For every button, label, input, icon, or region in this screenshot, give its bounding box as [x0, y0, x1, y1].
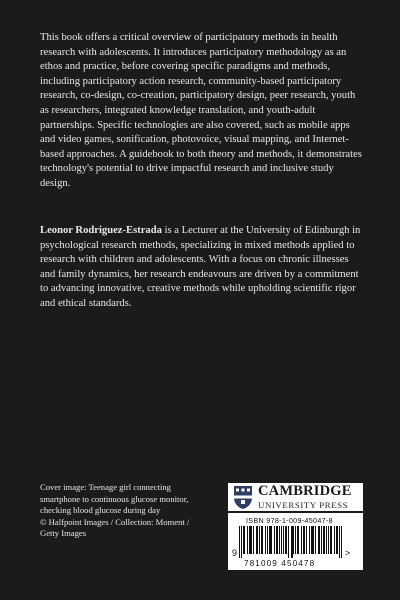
- barcode-bar: [256, 526, 257, 554]
- barcode-bar: [239, 526, 240, 558]
- barcode-bar: [250, 526, 251, 554]
- credit-line: smartphone to continuous glucose monitor,: [40, 493, 189, 504]
- barcode-bar: [279, 526, 280, 554]
- barcode-bar: [301, 526, 302, 554]
- barcode-bar: [243, 526, 244, 554]
- barcode-bar: [249, 526, 250, 554]
- barcode-bar: [337, 526, 338, 554]
- barcode-bar: [241, 526, 242, 558]
- barcode-bar: [244, 526, 245, 554]
- barcode-bar: [247, 526, 248, 554]
- cover-image-credit: [40, 482, 220, 540]
- barcode-bar: [297, 526, 298, 554]
- barcode-bar: [323, 526, 324, 554]
- barcode-bar: [334, 526, 335, 554]
- credit-line: © Halfpoint Images / Collection: Moment /: [40, 516, 190, 527]
- barcode-bar: [330, 526, 331, 554]
- barcode-bar: [270, 526, 271, 554]
- barcode-bar: [251, 526, 252, 554]
- barcode-bar: [262, 526, 263, 554]
- barcode-bars: [239, 526, 343, 558]
- barcode-bar: [318, 526, 319, 554]
- publisher-name: CAMBRIDGE: [258, 483, 352, 500]
- barcode-bar: [259, 526, 260, 554]
- barcode-bar: [261, 526, 262, 554]
- author-name: Leonor Rodriguez-Estrada: [40, 225, 162, 236]
- barcode-bar: [285, 526, 286, 554]
- barcode-bar: [293, 526, 294, 554]
- barcode-bar: [267, 526, 268, 554]
- author-bio-text: is a Lecturer at the University of Edinburgh in psychological research methods, specializing in mixed methods applied to research with children and adolescents. With a focus on chronic illnesses and family dynamics, her research endeavours are driven by a commitment to advancing innovative, creative methods while upholding scientific rigor and ethical standards.: [40, 225, 361, 309]
- isbn-label: ISBN 978-1-009-45047-8: [246, 516, 333, 525]
- barcode-bar: [303, 526, 304, 554]
- publisher-logo: [228, 483, 363, 511]
- barcode-bar: [271, 526, 272, 554]
- barcode-bar: [306, 526, 307, 554]
- barcode-bar: [265, 526, 266, 554]
- barcode-bar: [331, 526, 332, 554]
- barcode-bar: [286, 526, 287, 554]
- barcode-bar: [339, 526, 340, 558]
- barcode-bar: [311, 526, 312, 554]
- barcode-addon-mark: >: [345, 548, 351, 558]
- barcode-bar: [328, 526, 329, 554]
- credit-line: checking blood glucose during day: [40, 505, 161, 516]
- author-bio: [40, 224, 366, 312]
- barcode-bar: [313, 526, 314, 554]
- barcode-bar: [283, 526, 284, 554]
- barcode-bar: [341, 526, 342, 558]
- barcode-bar: [298, 526, 299, 554]
- barcode-bar: [276, 526, 277, 554]
- barcode-bar: [257, 526, 258, 554]
- publisher-subname: UNIVERSITY PRESS: [258, 499, 349, 510]
- cambridge-shield-icon: [233, 485, 253, 510]
- barcode-bar: [253, 526, 254, 554]
- barcode-bar: [295, 526, 296, 554]
- barcode-bar: [321, 526, 322, 554]
- barcode-digits: 781009 450478: [244, 559, 316, 568]
- barcode-bar: [336, 526, 337, 554]
- book-blurb: This book offers a critical overview of participatory methods in health research with adolescents. It introduces participatory methodology as an ethos and practice, before covering specific paradigms and methods, including participatory action research, community-based participatory research, co-design, co-creation, participatory design, peer research, youth as researchers, integrated knowledge translation, and youth-adult partnerships. Specific technologies are also covered, such as mobile apps and video games, sonification, photovoice, visual mapping, and Internet-based approaches. A guidebook to both theory and methods, it demonstrates technology's potential to drive impactful research and inclusive study design.: [40, 32, 362, 189]
- barcode-bar: [312, 526, 313, 554]
- barcode-bar: [326, 526, 327, 554]
- barcode-bar: [288, 526, 289, 558]
- barcode-bar: [277, 526, 278, 554]
- barcode-bar: [304, 526, 305, 554]
- credit-line: Cover image: Teenage girl connecting: [40, 482, 171, 492]
- barcode-bar: [291, 526, 292, 558]
- barcode-bar: [274, 526, 275, 554]
- barcode-bar: [324, 526, 325, 554]
- publisher-block: [228, 483, 363, 570]
- barcode-bar: [292, 526, 293, 558]
- barcode-box: [228, 513, 363, 570]
- barcode-lead-digit: 9: [232, 548, 238, 558]
- barcode-bar: [309, 526, 310, 554]
- barcode-bar: [269, 526, 270, 554]
- barcode-bar: [319, 526, 320, 554]
- barcode: [232, 526, 359, 558]
- credit-line: Getty Images: [40, 528, 87, 539]
- barcode-bar: [315, 526, 316, 554]
- barcode-bar: [281, 526, 282, 554]
